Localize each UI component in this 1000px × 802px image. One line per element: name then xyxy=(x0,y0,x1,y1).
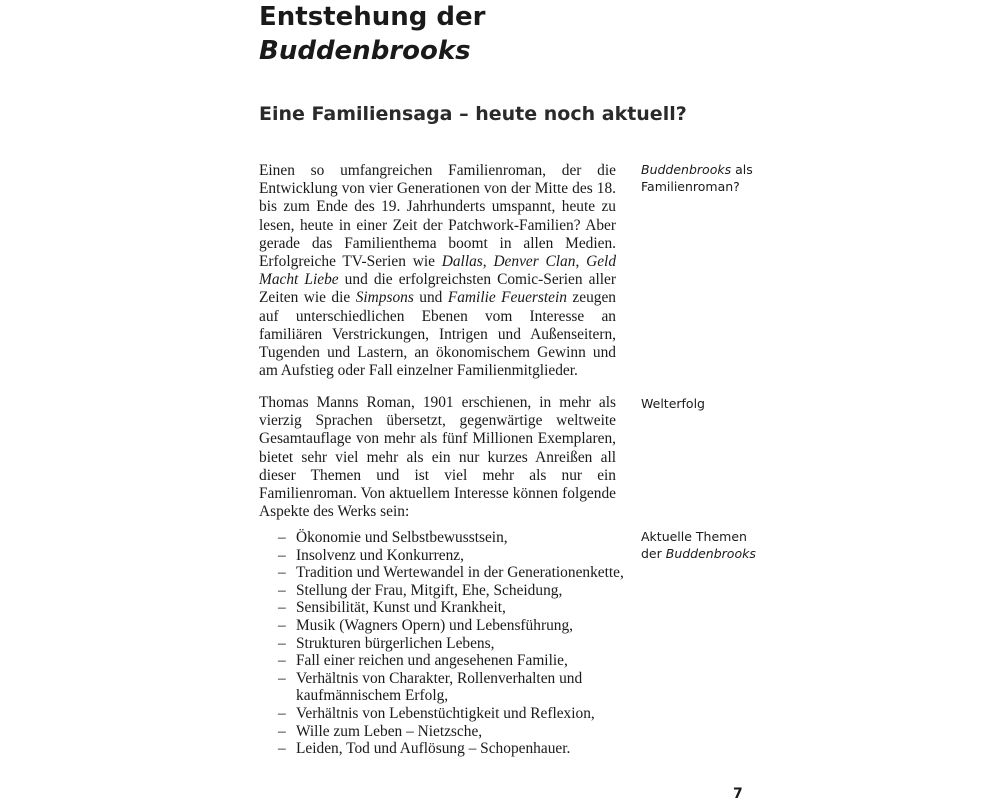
list-dash: – xyxy=(278,634,286,652)
p1-text-2: , xyxy=(482,253,494,271)
list-dash: – xyxy=(278,581,286,599)
margin-note-1-rest: als Familienroman? xyxy=(641,162,753,194)
chapter-title xyxy=(259,0,486,68)
p1-text-5: und xyxy=(413,289,448,307)
list-dash: – xyxy=(278,564,286,582)
list-item-text: Fall einer reichen und angesehenen Familie, xyxy=(296,652,568,670)
p1-title-familie-feuerstein: Familie Feuerstein xyxy=(447,289,567,307)
list-dash: – xyxy=(278,529,286,546)
list-dash: – xyxy=(278,704,286,722)
margin-note-3-italic: Buddenbrooks xyxy=(665,545,756,561)
list-item xyxy=(278,547,628,565)
p1-title-denver-clan: Denver Clan xyxy=(493,253,576,271)
p1-title-simpsons: Simpsons xyxy=(355,289,414,307)
paragraph-thomas-mann: Thomas Manns Roman, 1901 erschienen, in mehr als vierzig Sprachen übersetzt, gegenwärtige weltweite Gesamtauflage von mehr als fünf Millionen Exemplaren, bietet sehr viel mehr als ein nur kurzes Anreißen all dieser Themen und ist viel mehr als nur ein Familienroman. Von aktuellem Interesse können folgende Aspekte des Werks sein: xyxy=(259,394,616,521)
paragraph-intro xyxy=(259,162,616,380)
list-dash: – xyxy=(278,740,286,758)
list-item-text: Strukturen bürgerlichen Lebens, xyxy=(296,634,495,652)
list-item xyxy=(278,652,628,670)
margin-note-familienroman xyxy=(641,162,761,195)
list-item xyxy=(278,740,628,758)
chapter-title-line1: Entstehung der xyxy=(259,2,486,32)
aspects-list xyxy=(278,529,628,758)
list-item xyxy=(278,582,628,600)
list-item-text: Musik (Wagners Opern) und Lebensführung, xyxy=(296,616,574,634)
margin-note-welterfolg: Welterfolg xyxy=(641,396,705,411)
section-subtitle: Eine Familiensaga – heute noch aktuell? xyxy=(259,103,687,125)
list-item xyxy=(278,599,628,617)
list-dash: – xyxy=(278,546,286,564)
list-item-text: Wille zum Leben – Nietzsche, xyxy=(296,722,483,740)
margin-note-1-italic: Buddenbrooks xyxy=(641,162,732,177)
list-dash: – xyxy=(278,616,286,634)
margin-note-3-plain: Aktuelle Themen der xyxy=(641,529,747,561)
list-item-text: Insolvenz und Konkurrenz, xyxy=(296,546,464,564)
p1-text-3: , xyxy=(575,253,587,271)
list-item-text: Verhältnis von Lebenstüchtigkeit und Reflexion, xyxy=(296,704,595,722)
list-dash: – xyxy=(278,722,286,740)
list-item xyxy=(278,723,628,741)
p1-text-4: und die erfolgreichsten Comic-Serien aller Zeiten wie die xyxy=(259,271,617,307)
p1-text-6: zeugen auf unterschiedlichen Ebenen vom Interesse an familiären Verstrickungen, Intrigen und Außenseitern, Tugenden und Lastern, an ökonomischem Gewinn und am Aufstieg oder Fall einzelner Familienmitglieder. xyxy=(259,289,616,380)
list-item-text: Leiden, Tod und Auflösung – Schopenhauer. xyxy=(296,740,571,758)
list-item xyxy=(278,529,628,547)
list-item-text: Tradition und Wertewandel in der Generationenkette, xyxy=(296,564,624,582)
list-dash: – xyxy=(278,652,286,670)
list-item xyxy=(278,705,628,723)
list-item-text: Verhältnis von Charakter, Rollenverhalten und kaufmännischem Erfolg, xyxy=(296,669,583,705)
list-item-text: Stellung der Frau, Mitgift, Ehe, Scheidung, xyxy=(296,581,563,599)
p1-title-dallas: Dallas xyxy=(441,253,483,271)
p1-text-1: Einen so umfangreichen Familienroman, der die Entwicklung von vier Generationen von der Mitte des 18. bis zum Ende des 19. Jahrhunderts umspannt, heute zu lesen, heute in einer Zeit der Patchwork-Familien? Aber gerade das Familienthema boomt in allen Medien. Erfolgreiche TV-Serien wie xyxy=(259,162,616,271)
list-item-text: Ökonomie und Selbstbewusstsein, xyxy=(296,529,508,546)
list-dash: – xyxy=(278,599,286,617)
margin-note-aktuelle-themen xyxy=(641,529,761,562)
list-item xyxy=(278,617,628,635)
list-item-text: Sensibilität, Kunst und Krankheit, xyxy=(296,599,506,617)
p1-title-geld-macht-liebe: Geld Macht Liebe xyxy=(259,253,617,289)
list-item xyxy=(278,670,628,705)
page-number: 7 xyxy=(733,786,743,802)
list-item xyxy=(278,564,628,582)
chapter-title-line2: Buddenbrooks xyxy=(259,36,471,66)
list-dash: – xyxy=(278,669,286,687)
list-item xyxy=(278,635,628,653)
